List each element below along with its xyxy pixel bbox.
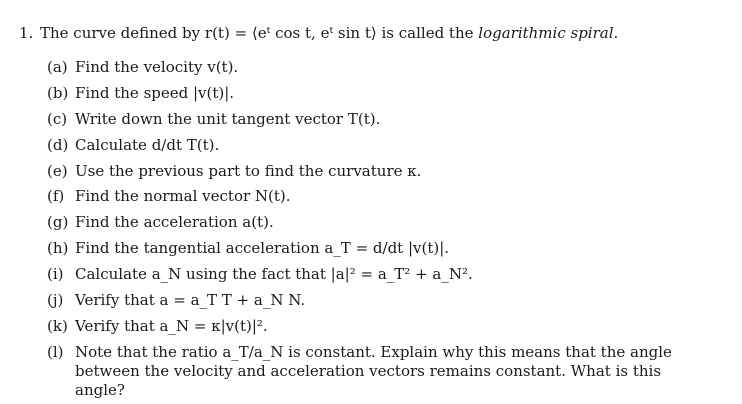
- part-text: Note that the ratio a_T/a_N is constant. Explain why this means that the angle between the velocity and acceleration vectors remains constant. What is this angle?: [75, 343, 672, 399]
- part-label: (e): [47, 162, 68, 180]
- part-h: [47, 239, 449, 257]
- stem-term: logarithmic spiral: [478, 24, 614, 42]
- part-label: (a): [47, 58, 68, 76]
- part-text: Calculate a_N using the fact that |a|² = a_T² + a_N².: [75, 265, 473, 283]
- part-e: [47, 162, 421, 180]
- part-label: (f): [47, 187, 65, 205]
- part-text: Find the acceleration a(t).: [75, 213, 274, 231]
- part-a: [47, 58, 238, 76]
- question-number: 1.: [19, 24, 34, 42]
- part-label: (h): [47, 239, 69, 257]
- part-text: Write down the unit tangent vector T(t).: [75, 110, 381, 128]
- part-label: (j): [47, 291, 64, 309]
- part-k: [47, 317, 268, 335]
- part-label: (l): [47, 343, 64, 361]
- part-c: [47, 110, 380, 128]
- part-l: [47, 343, 707, 400]
- part-text: Verify that a_N = κ|v(t)|².: [75, 317, 268, 335]
- part-g: [47, 213, 274, 231]
- stem-text-2: is called the: [376, 24, 479, 42]
- part-text: Find the speed |v(t)|.: [75, 84, 235, 102]
- part-label: (c): [47, 110, 68, 128]
- part-i: [47, 265, 473, 283]
- stem-text-1: The curve defined by: [40, 24, 205, 42]
- part-text: Find the velocity v(t).: [75, 58, 239, 76]
- part-text: Use the previous part to find the curvature κ.: [75, 162, 422, 180]
- part-label: (k): [47, 317, 68, 335]
- stem-formula: r(t) = ⟨eᵗ cos t, eᵗ sin t⟩: [204, 24, 377, 42]
- part-label: (d): [47, 136, 69, 154]
- part-label: (g): [47, 213, 69, 231]
- part-text: Calculate d/dt T(t).: [75, 136, 220, 154]
- part-f: [47, 187, 291, 205]
- part-text: Verify that a = a_T T + a_N N.: [75, 291, 306, 309]
- part-label: (i): [47, 265, 64, 283]
- part-text: Find the tangential acceleration a_T = d/dt |v(t)|.: [75, 239, 450, 257]
- part-text: Find the normal vector N(t).: [75, 187, 291, 205]
- part-b: [47, 84, 234, 102]
- part-j: [47, 291, 305, 309]
- part-label: (b): [47, 84, 69, 102]
- question-stem: [40, 24, 618, 42]
- stem-text-3: .: [613, 24, 619, 42]
- part-d: [47, 136, 219, 154]
